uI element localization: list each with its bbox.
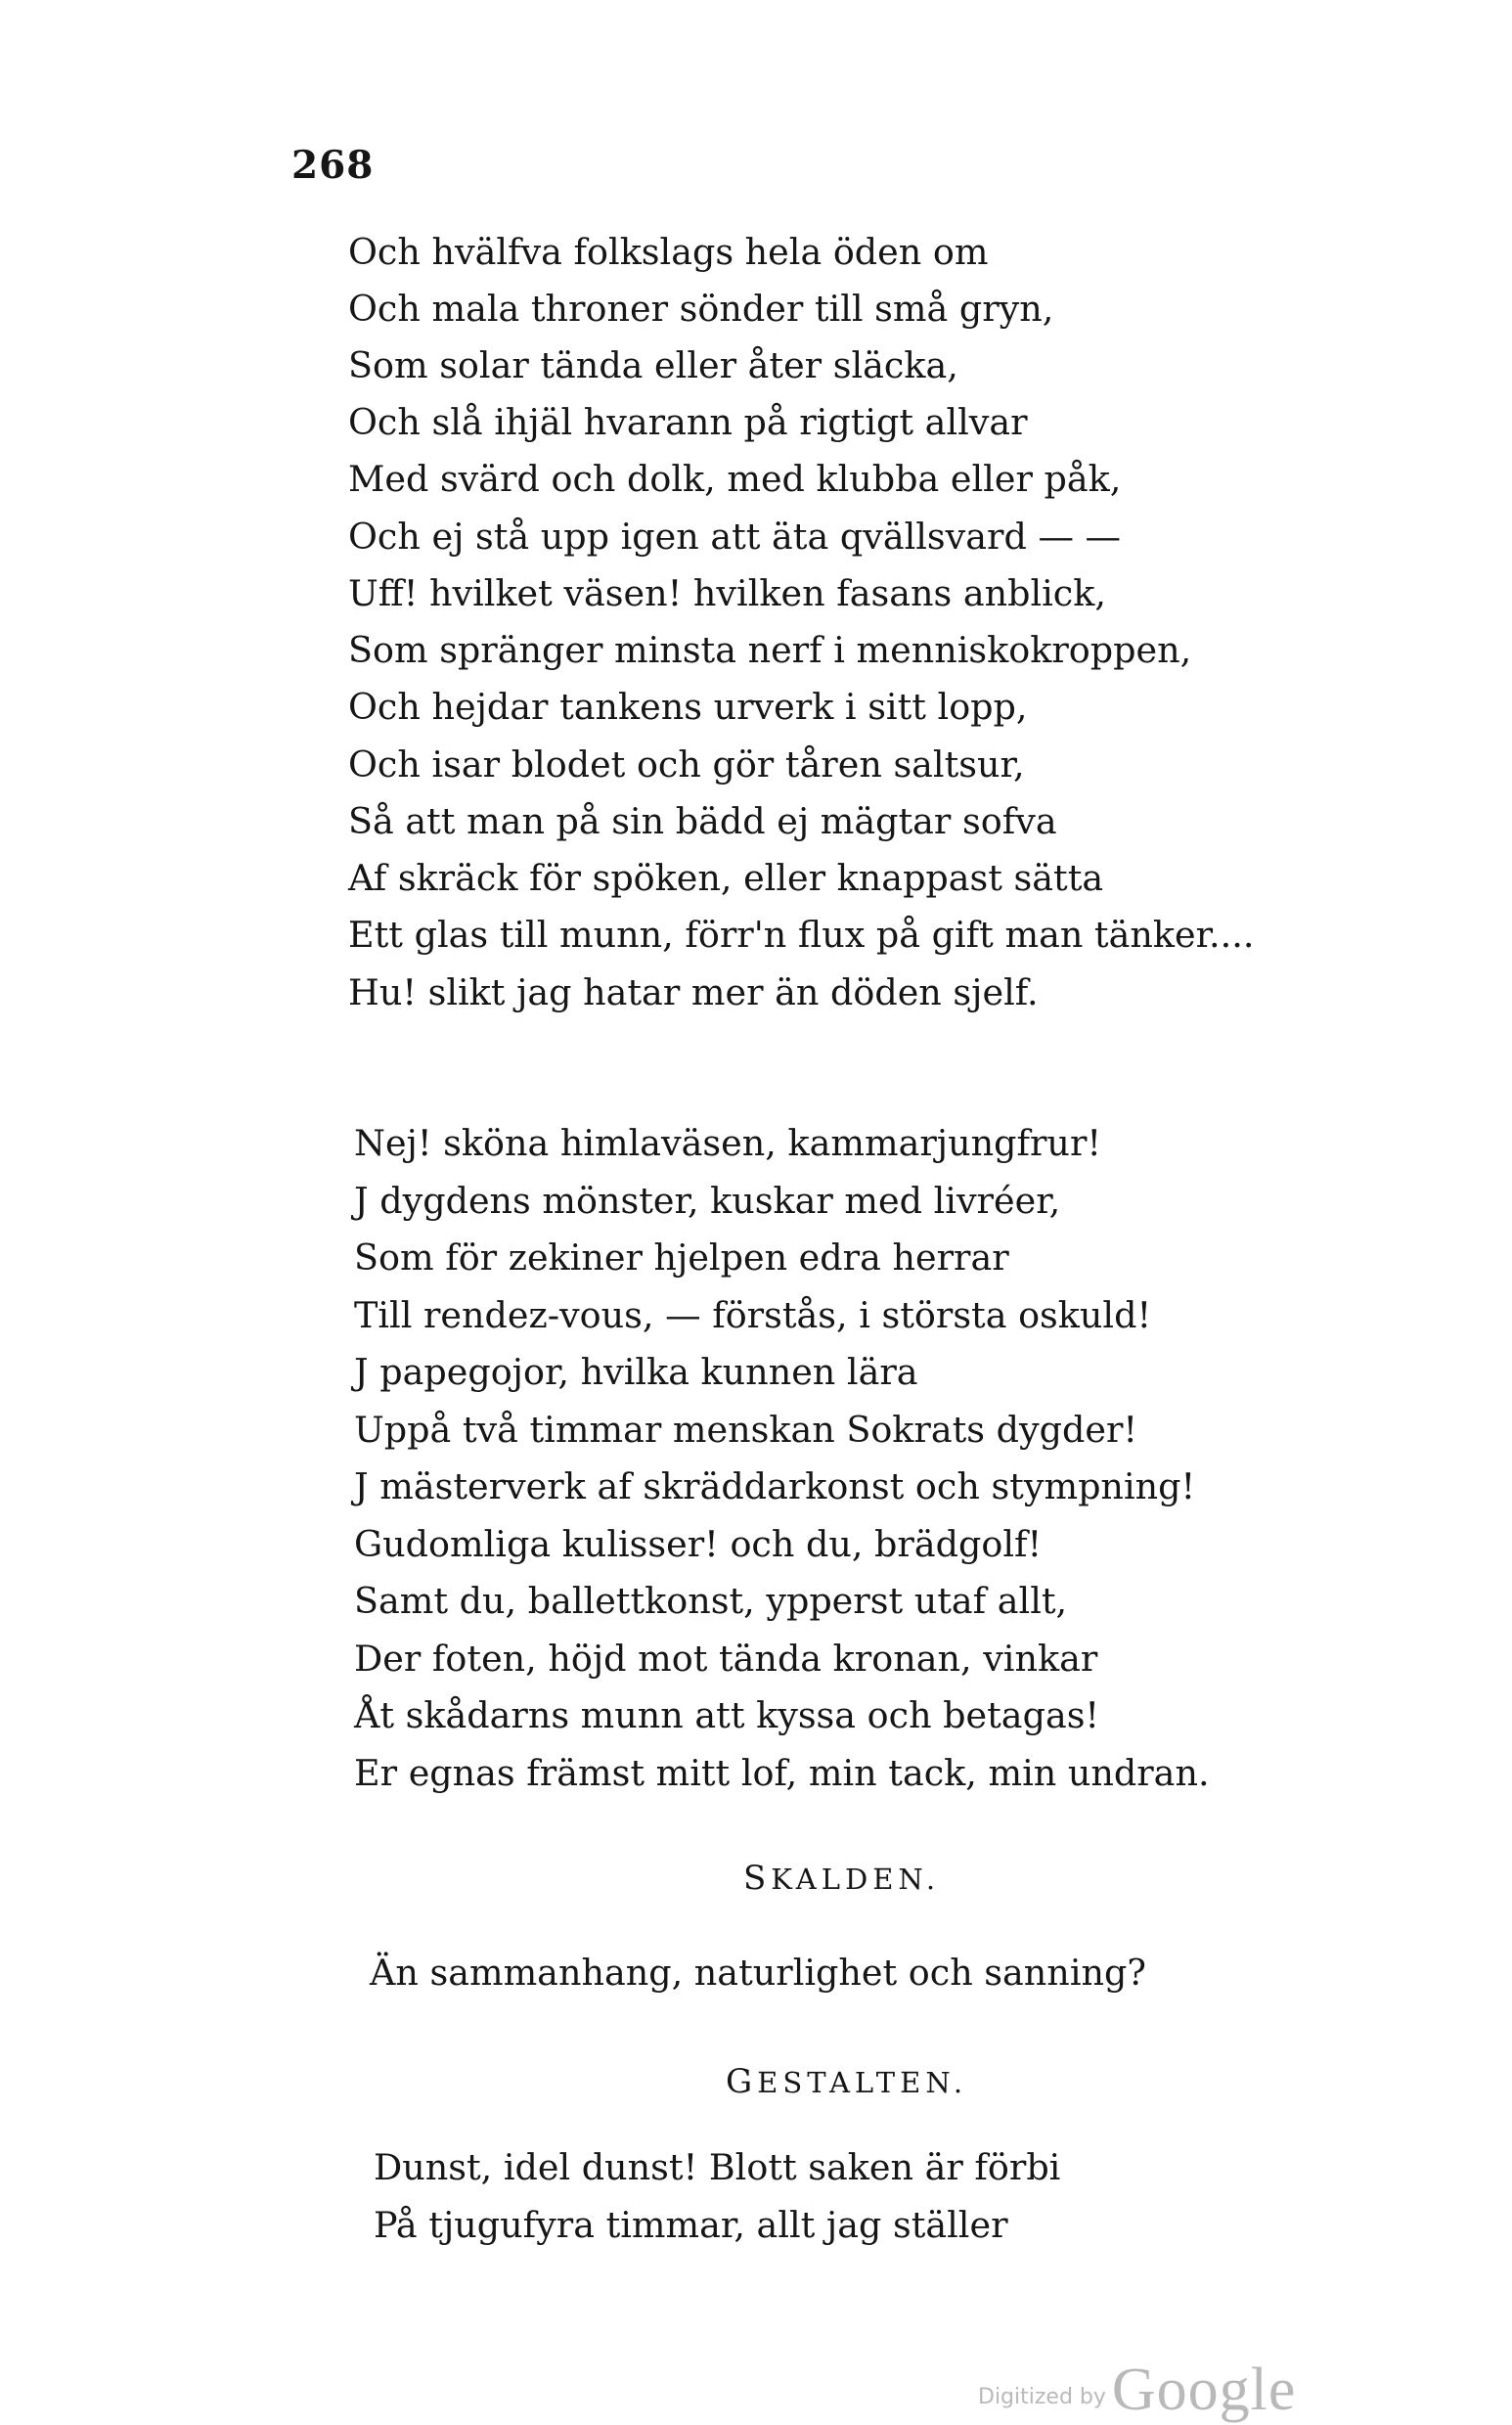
- verse-line: Ett glas till munn, förr'n flux på gift man tänker....: [348, 914, 1255, 956]
- verse-line: Som spränger minsta nerf i menniskokroppen,: [348, 629, 1192, 671]
- verse-line: Uppå två timmar menskan Sokrats dygder!: [354, 1409, 1138, 1451]
- speaker-initial: S: [743, 1859, 772, 1898]
- digitized-by-google-watermark: [978, 2356, 1296, 2425]
- speaker-initial: G: [726, 2062, 758, 2101]
- verse-line: Och hvälfva folkslags hela öden om: [348, 231, 989, 273]
- speaker-rest: KALDEN.: [771, 1863, 941, 1896]
- speaker-heading-gestalten: [726, 2062, 967, 2101]
- verse-line: Och ej stå upp igen att äta qvällsvard — —: [348, 516, 1122, 558]
- watermark-prefix: Digitized by: [978, 2385, 1106, 2409]
- verse-line: Der foten, höjd mot tända kronan, vinkar: [354, 1638, 1098, 1680]
- verse-line: Och mala throner sönder till små gryn,: [348, 288, 1054, 330]
- verse-line: Hu! slikt jag hatar mer än döden sjelf.: [348, 971, 1039, 1013]
- verse-line: J papegojor, hvilka kunnen lära: [354, 1351, 918, 1393]
- verse-line: Än sammanhang, naturlighet och sanning?: [370, 1952, 1146, 1994]
- verse-line: Och hejdar tankens urverk i sitt lopp,: [348, 686, 1028, 728]
- verse-line: Gudomliga kulisser! och du, brädgolf!: [354, 1523, 1043, 1565]
- page-number: 268: [291, 143, 375, 188]
- speaker-heading-skalden: [743, 1859, 940, 1898]
- verse-line: J mästerverk af skräddarkonst och stympning!: [354, 1465, 1196, 1507]
- verse-line: Som för zekiner hjelpen edra herrar: [354, 1236, 1009, 1279]
- verse-line: Uff! hvilket väsen! hvilken fasans anblick,: [348, 572, 1106, 614]
- verse-line: Och slå ihjäl hvarann på rigtigt allvar: [348, 401, 1028, 443]
- verse-line: Af skräck för spöken, eller knappast sätta: [348, 857, 1104, 899]
- verse-line: Till rendez-vous, — förstås, i största oskuld!: [354, 1294, 1152, 1336]
- verse-line: Samt du, ballettkonst, ypperst utaf allt,: [354, 1580, 1068, 1622]
- verse-line: Er egnas främst mitt lof, min tack, min undran.: [354, 1752, 1210, 1794]
- verse-line: Dunst, idel dunst! Blott saken är förbi: [374, 2146, 1061, 2188]
- verse-line: Och isar blodet och gör tåren saltsur,: [348, 743, 1025, 786]
- google-logo: Google: [1111, 2357, 1297, 2423]
- verse-line: Som solar tända eller åter släcka,: [348, 344, 958, 386]
- verse-line: Nej! sköna himlaväsen, kammarjungfrur!: [354, 1122, 1102, 1164]
- verse-line: Åt skådarns munn att kyssa och betagas!: [354, 1694, 1100, 1736]
- speaker-rest: ESTALTEN.: [757, 2066, 968, 2099]
- verse-line: J dygdens mönster, kuskar med livréer,: [354, 1180, 1061, 1222]
- verse-line: Med svärd och dolk, med klubba eller påk,: [348, 458, 1122, 500]
- verse-line: På tjugufyra timmar, allt jag ställer: [374, 2204, 1008, 2246]
- verse-line: Så att man på sin bädd ej mägtar sofva: [348, 800, 1057, 842]
